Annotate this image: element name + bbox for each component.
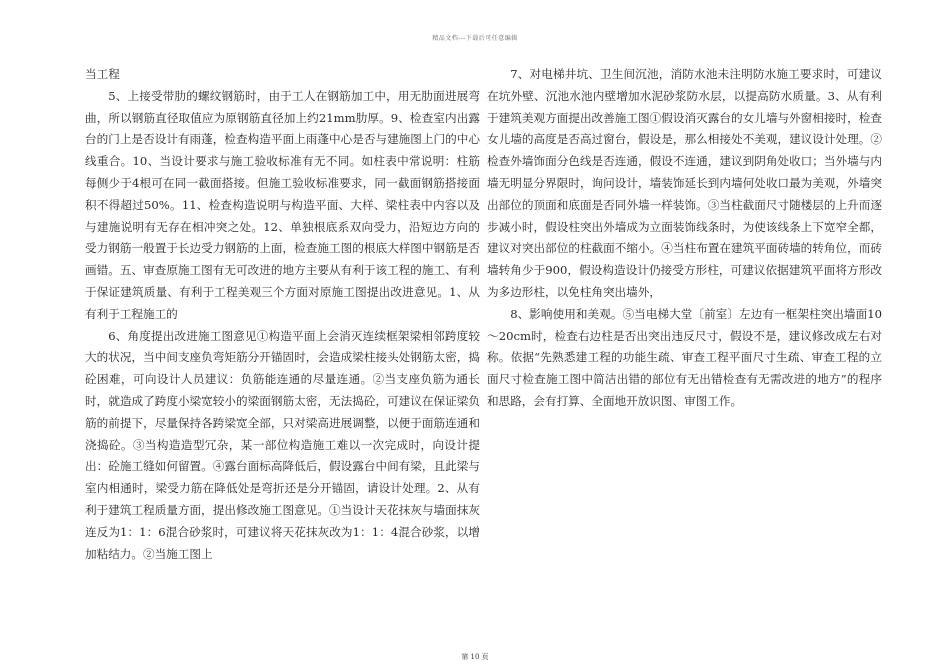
page-number: 第 10 页 (461, 653, 489, 661)
left-paragraph-3: 6、角度提出改进施工图意见①构造平面上会消灭连续框架梁相邻跨度较大的状况，当中间支座负弯矩筋分开锚固时，会造成梁柱接头处钢筋太密，捣砼困难，可向设计人员建议：负筋能连通的尽量连通。②当支座负筋为通长时，就造成了跨度小梁宽较小的梁面钢筋太密，无法捣砼，可建议在保证梁负筋的前提下，尽量保持各跨梁宽全部，只对梁高进展调整，以便于面筋连通和浇捣砼。③当构造造型冗杂，某一部位构造施工难以一次完成时，向设计提出：砼施工缝如何留置。④露台面标高降低后，假设露台中间有梁，且此梁与室内相通时，梁受力筋在降低处是弯折还是分开锚固，请设计处理。2、从有利于建筑工程质量方面，提出修改施工图意见。①当设计天花抹灰与墙面抹灰连反为1：1：6混合砂浆时，可建议将天花抹灰改为1：1：4混合砂浆，以增加粘结力。②当施工图上 (85, 328, 480, 561)
right-column (487, 64, 882, 413)
right-paragraph-1: 7、对电梯井坑、卫生间沉池，消防水池未注明防水施工要求时，可建议在坑外壁、沉池水池内壁增加水泥砂浆防水层，以提高防水质量。3、从有利于建筑美观方面提出改善施工图①假设消灭露台的女儿墙与外窗相接时，检查女儿墙的高度是否高过窗台，假设是，那么相接处不美观，建议设计处理。②检查外墙饰面分色线是否连通，假设不连通，建议到阴角处收口；当外墙与内墙无明显分界限时，询问设计，墙装饰延长到内墙何处收口最为美观，外墙突出部位的顶面和底面是否同外墙一样装饰。③当柱截面尺寸随楼层的上升而逐步减小时，假设柱突出外墙成为立面装饰线条时，为使该线条上下宽窄全都，建议对突出部位的柱截面不缩小。④当柱布置在建筑平面砖墙的转角位，而砖墙转角少于900，假设构造设计仍接受方形柱，可建议依据建筑平面将方形改为多边形柱，以免柱角突出墙外， (487, 67, 882, 299)
right-paragraph-2: 8、影响使用和美观。⑤当电梯大堂〔前室〕左边有一框架柱突出墙面10～20cm时，检查右边柱是否出突出违反尺寸，假设不是，建议修改成左右对称。依据“先熟悉建工程的功能生疏、审查工程平面尺寸生疏、审查工程的立面尺寸检查施工图中简洁出错的部位有无出错检查有无需改进的地方”的程序和思路，会有打算、全面地开放识图、审图工作。 (487, 306, 882, 408)
page-header: 精品文档---下载后可任意编辑 (432, 35, 518, 42)
left-paragraph-1: 当工程 (85, 67, 120, 81)
left-paragraph-2: 5、上接受带肋的螺纹钢筋时，由于工人在钢筋加工中，用无肋面进展弯曲，所以钢筋直径取值应为原钢筋直径加上约21mm肋厚。9、检查室内出露台的门上是否设计有雨蓬，检查构造平面上雨蓬中心是否与建施图上门的中心线重合。10、当设计要求与施工验收标准有无不同。如柱表中常说明：柱筋每侧少于4根可在同一截面搭接。但施工验收标准要求，同一截面钢筋搭接面积不得超过50%。11、检查构造说明与构造平面、大样、梁柱表中内容以及与建施说明有无存在相冲突之处。12、单独根底系双向受力，沿短边方向的受力钢筋一般置于长边受力钢筋的上面，检查施工图的根底大样图中钢筋是否画错。五、审查原施工图有无可改进的地方主要从有利于该工程的施工、有利于保证建筑质量、有利于工程美观三个方面对原施工图提出改进意见。1、从有利于工程施工的 (85, 88, 480, 321)
left-column (85, 64, 480, 565)
